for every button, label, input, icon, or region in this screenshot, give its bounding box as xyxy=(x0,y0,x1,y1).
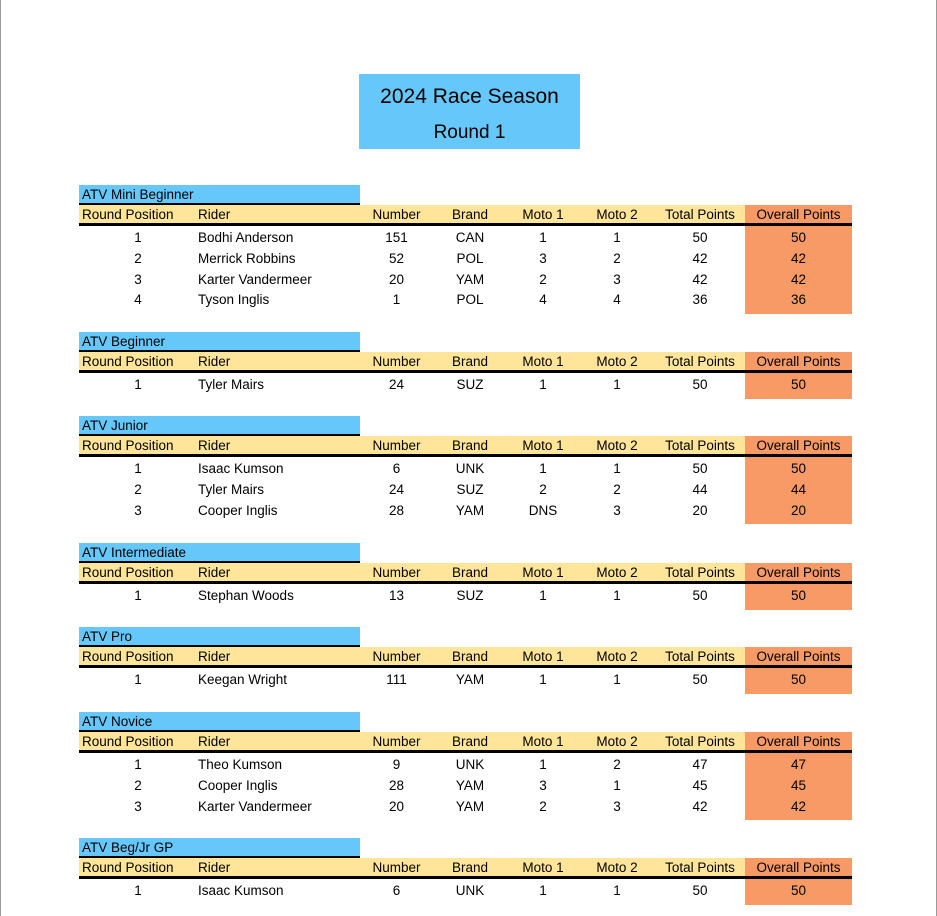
header-number: Number xyxy=(372,734,421,749)
header-position: Round Position xyxy=(82,438,174,453)
cell-brand: UNK xyxy=(455,461,485,476)
header-overall: Overall Points xyxy=(756,860,841,875)
cell-position: 1 xyxy=(134,377,142,392)
cell-rider: Karter Vandermeer xyxy=(198,798,312,814)
table-row xyxy=(1,502,937,520)
cell-position: 3 xyxy=(134,502,142,518)
cell-rider: Tyson Inglis xyxy=(198,292,270,308)
cell-rider: Stephan Woods xyxy=(198,588,294,603)
cell-number: 24 xyxy=(388,377,405,392)
cell-rider: Keegan Wright xyxy=(198,672,288,687)
cell-moto2: 1 xyxy=(613,777,621,793)
class-section xyxy=(1,627,937,696)
cell-number: 20 xyxy=(388,798,405,814)
cell-number: 6 xyxy=(392,461,401,476)
cell-rider: Bodhi Anderson xyxy=(198,230,294,245)
class-title: ATV Beginner xyxy=(79,332,360,352)
cell-rider: Tyler Mairs xyxy=(198,377,265,392)
header-moto2: Moto 2 xyxy=(596,649,638,664)
table-row xyxy=(1,229,937,247)
header-moto2: Moto 2 xyxy=(596,565,638,580)
cell-position: 2 xyxy=(134,481,142,497)
header-number: Number xyxy=(372,649,421,664)
cell-moto2: 2 xyxy=(613,250,621,266)
header-rider: Rider xyxy=(198,438,231,453)
cell-overall: 42 xyxy=(790,798,807,814)
cell-brand: YAM xyxy=(455,502,485,518)
header-brand: Brand xyxy=(451,354,489,369)
cell-rider: Isaac Kumson xyxy=(198,883,284,898)
cell-total: 50 xyxy=(692,672,708,687)
cell-brand: SUZ xyxy=(456,377,484,392)
cell-moto2: 1 xyxy=(613,588,621,603)
header-overall: Overall Points xyxy=(756,438,841,453)
cell-rider: Merrick Robbins xyxy=(198,250,296,266)
cell-brand: CAN xyxy=(455,230,485,245)
header-brand: Brand xyxy=(451,860,489,875)
cell-moto2: 1 xyxy=(613,672,621,687)
cell-moto2: 2 xyxy=(613,481,621,497)
header-rider: Rider xyxy=(198,734,231,749)
header-overall: Overall Points xyxy=(756,354,841,369)
header-rider: Rider xyxy=(198,354,231,369)
cell-moto1: 3 xyxy=(539,777,547,793)
cell-moto1: 2 xyxy=(539,271,547,287)
cell-position: 1 xyxy=(134,230,142,245)
class-section xyxy=(1,185,937,316)
class-section xyxy=(1,712,937,822)
cell-total: 50 xyxy=(692,883,708,898)
cell-position: 1 xyxy=(134,757,142,772)
cell-position: 3 xyxy=(134,271,142,287)
cell-overall: 44 xyxy=(790,481,807,497)
cell-rider: Tyler Mairs xyxy=(198,481,265,497)
cell-moto1: 3 xyxy=(539,250,547,266)
table-row xyxy=(1,250,937,268)
header-brand: Brand xyxy=(451,649,489,664)
table-row xyxy=(1,587,937,605)
cell-brand: UNK xyxy=(455,883,485,898)
class-title: ATV Intermediate xyxy=(79,543,360,563)
cell-brand: POL xyxy=(456,250,484,266)
cell-brand: POL xyxy=(456,292,484,308)
cell-rider: Cooper Inglis xyxy=(198,502,278,518)
cell-overall: 50 xyxy=(790,883,807,898)
cell-total: 42 xyxy=(692,798,708,814)
header-number: Number xyxy=(372,438,421,453)
cell-moto1: 1 xyxy=(539,377,547,392)
table-row xyxy=(1,671,937,689)
cell-position: 4 xyxy=(134,292,142,308)
cell-moto1: 1 xyxy=(539,672,547,687)
cell-moto1: DNS xyxy=(528,502,558,518)
header-moto2: Moto 2 xyxy=(596,207,638,222)
cell-number: 13 xyxy=(388,588,405,603)
cell-moto1: 2 xyxy=(539,798,547,814)
cell-position: 2 xyxy=(134,250,142,266)
cell-overall: 36 xyxy=(790,292,807,308)
cell-total: 36 xyxy=(692,292,708,308)
cell-number: 151 xyxy=(385,230,408,245)
header-overall: Overall Points xyxy=(756,734,841,749)
class-section xyxy=(1,838,937,907)
cell-number: 28 xyxy=(388,502,405,518)
class-title: ATV Novice xyxy=(79,712,360,732)
cell-position: 1 xyxy=(134,883,142,898)
cell-position: 1 xyxy=(134,461,142,476)
cell-moto1: 1 xyxy=(539,461,547,476)
header-position: Round Position xyxy=(82,207,174,222)
class-title: ATV Pro xyxy=(79,627,360,647)
cell-rider: Isaac Kumson xyxy=(198,461,284,476)
header-total: Total Points xyxy=(665,860,735,875)
header-rider: Rider xyxy=(198,649,231,664)
table-row xyxy=(1,777,937,795)
cell-overall: 50 xyxy=(790,230,807,245)
header-number: Number xyxy=(372,207,421,222)
cell-moto2: 4 xyxy=(613,292,621,308)
cell-number: 6 xyxy=(392,883,401,898)
table-row xyxy=(1,291,937,309)
cell-number: 52 xyxy=(388,250,405,266)
table-row xyxy=(1,376,937,394)
cell-moto1: 1 xyxy=(539,883,547,898)
header-rider: Rider xyxy=(198,207,231,222)
class-section xyxy=(1,416,937,526)
header-moto1: Moto 1 xyxy=(522,649,564,664)
cell-moto1: 2 xyxy=(539,481,547,497)
header-number: Number xyxy=(372,565,421,580)
class-title: ATV Beg/Jr GP xyxy=(79,838,360,858)
header-rider: Rider xyxy=(198,565,231,580)
cell-total: 50 xyxy=(692,230,708,245)
header-moto1: Moto 1 xyxy=(522,207,564,222)
header-position: Round Position xyxy=(82,565,174,580)
cell-overall: 42 xyxy=(790,250,807,266)
cell-overall: 50 xyxy=(790,377,807,392)
header-position: Round Position xyxy=(82,734,174,749)
cell-moto1: 1 xyxy=(539,757,547,772)
cell-rider: Theo Kumson xyxy=(198,757,283,772)
cell-brand: SUZ xyxy=(456,588,484,603)
cell-moto1: 1 xyxy=(539,230,547,245)
header-position: Round Position xyxy=(82,860,174,875)
cell-rider: Cooper Inglis xyxy=(198,777,278,793)
table-row xyxy=(1,481,937,499)
cell-brand: YAM xyxy=(455,798,485,814)
header-total: Total Points xyxy=(665,734,735,749)
cell-total: 45 xyxy=(692,777,708,793)
cell-overall: 42 xyxy=(790,271,807,287)
header-moto1: Moto 1 xyxy=(522,860,564,875)
header-overall: Overall Points xyxy=(756,207,841,222)
header-moto2: Moto 2 xyxy=(596,438,638,453)
cell-overall: 47 xyxy=(790,757,807,772)
header-position: Round Position xyxy=(82,354,174,369)
header-total: Total Points xyxy=(665,354,735,369)
cell-total: 20 xyxy=(692,502,708,518)
table-row xyxy=(1,460,937,478)
cell-overall: 45 xyxy=(790,777,807,793)
cell-total: 50 xyxy=(692,377,708,392)
cell-overall: 20 xyxy=(790,502,807,518)
header-overall: Overall Points xyxy=(756,649,841,664)
round-title: Round 1 xyxy=(433,122,506,143)
cell-position: 2 xyxy=(134,777,142,793)
table-row xyxy=(1,882,937,900)
table-row xyxy=(1,271,937,289)
header-moto1: Moto 1 xyxy=(522,565,564,580)
header-moto1: Moto 1 xyxy=(522,438,564,453)
season-title: 2024 Race Season xyxy=(380,85,559,108)
class-title: ATV Mini Beginner xyxy=(79,185,360,205)
cell-moto1: 4 xyxy=(539,292,547,308)
cell-rider: Karter Vandermeer xyxy=(198,271,312,287)
cell-brand: YAM xyxy=(455,271,485,287)
cell-total: 47 xyxy=(692,757,708,772)
header-overall: Overall Points xyxy=(756,565,841,580)
header-brand: Brand xyxy=(451,734,489,749)
table-row xyxy=(1,798,937,816)
cell-number: 28 xyxy=(388,777,405,793)
season-title-box xyxy=(359,74,580,149)
class-section xyxy=(1,332,937,401)
cell-total: 50 xyxy=(692,461,708,476)
cell-moto2: 3 xyxy=(613,502,621,518)
cell-moto2: 1 xyxy=(613,377,621,392)
cell-brand: YAM xyxy=(455,777,485,793)
cell-overall: 50 xyxy=(790,461,807,476)
class-title: ATV Junior xyxy=(79,416,360,436)
header-moto1: Moto 1 xyxy=(522,734,564,749)
header-total: Total Points xyxy=(665,565,735,580)
cell-number: 20 xyxy=(388,271,405,287)
header-moto2: Moto 2 xyxy=(596,354,638,369)
header-number: Number xyxy=(372,354,421,369)
header-brand: Brand xyxy=(451,207,489,222)
cell-number: 9 xyxy=(392,757,401,772)
cell-position: 3 xyxy=(134,798,142,814)
table-row xyxy=(1,756,937,774)
cell-moto2: 2 xyxy=(613,757,621,772)
header-total: Total Points xyxy=(665,649,735,664)
cell-brand: SUZ xyxy=(456,481,484,497)
cell-total: 42 xyxy=(692,271,708,287)
cell-moto2: 3 xyxy=(613,271,621,287)
cell-total: 50 xyxy=(692,588,708,603)
header-number: Number xyxy=(372,860,421,875)
header-total: Total Points xyxy=(665,207,735,222)
cell-moto2: 1 xyxy=(613,461,621,476)
header-brand: Brand xyxy=(451,438,489,453)
cell-brand: YAM xyxy=(455,672,485,687)
cell-moto1: 1 xyxy=(539,588,547,603)
cell-total: 42 xyxy=(692,250,708,266)
cell-position: 1 xyxy=(134,672,142,687)
cell-moto2: 1 xyxy=(613,230,621,245)
cell-moto2: 3 xyxy=(613,798,621,814)
cell-overall: 50 xyxy=(790,588,807,603)
cell-total: 44 xyxy=(692,481,708,497)
header-brand: Brand xyxy=(451,565,489,580)
header-moto2: Moto 2 xyxy=(596,734,638,749)
header-position: Round Position xyxy=(82,649,174,664)
cell-brand: UNK xyxy=(455,757,485,772)
header-total: Total Points xyxy=(665,438,735,453)
cell-number: 1 xyxy=(392,292,401,308)
class-section xyxy=(1,543,937,612)
cell-number: 111 xyxy=(386,672,407,687)
cell-overall: 50 xyxy=(790,672,807,687)
header-moto1: Moto 1 xyxy=(522,354,564,369)
header-moto2: Moto 2 xyxy=(596,860,638,875)
cell-position: 1 xyxy=(134,588,142,603)
cell-moto2: 1 xyxy=(613,883,621,898)
cell-number: 24 xyxy=(388,481,405,497)
header-rider: Rider xyxy=(198,860,231,875)
